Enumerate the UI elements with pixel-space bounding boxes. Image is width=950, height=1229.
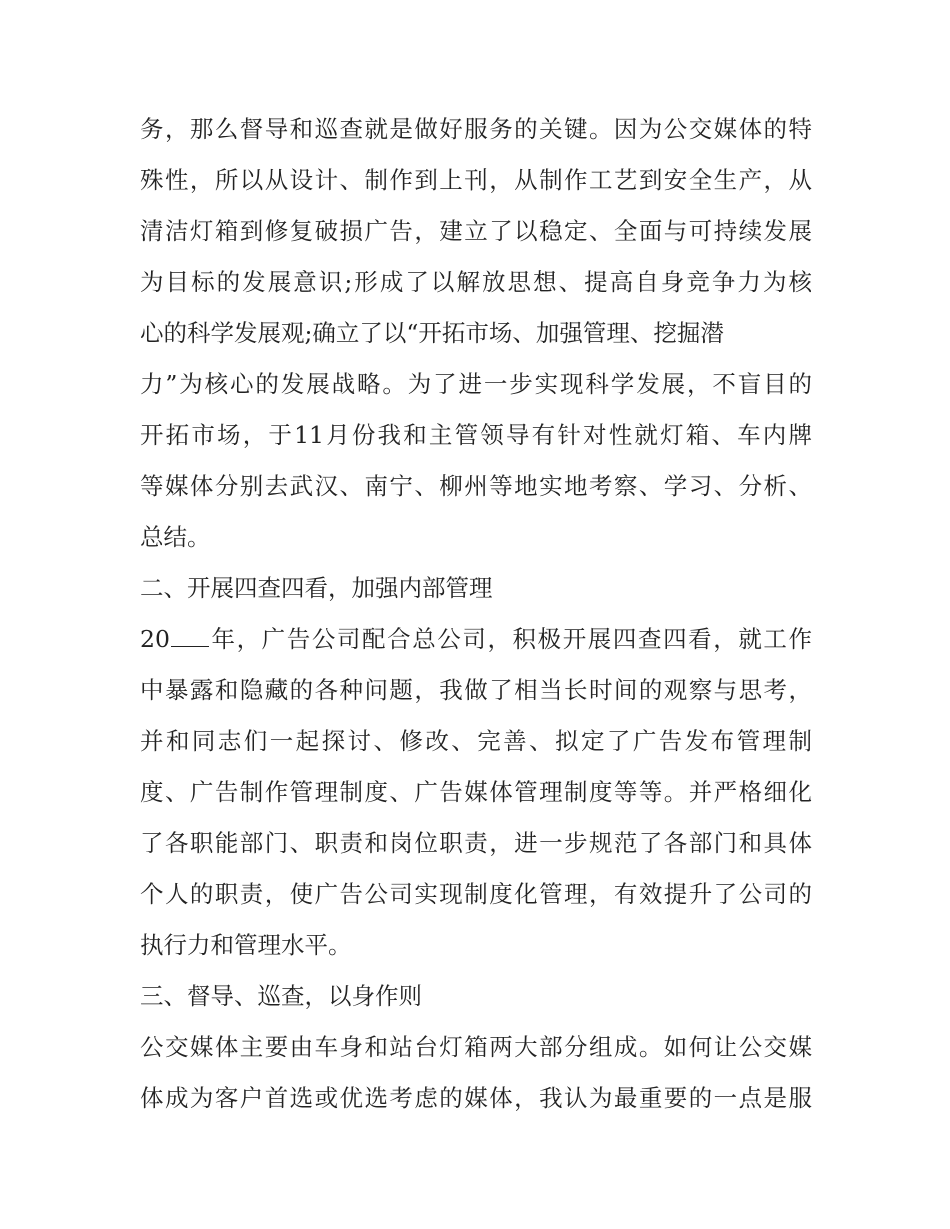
paragraph-line: 个人的职责，使广告公司实现制度化管理，有效提升了公司的: [140, 880, 812, 908]
paragraph-line: 公交媒体主要由车身和站台灯箱两大部分组成。如何让公交媒: [140, 1033, 812, 1061]
paragraph-line: 殊性，所以从设计、制作到上刊，从制作工艺到安全生产，从: [140, 166, 812, 194]
paragraph-line-with-blank: [140, 614, 812, 665]
paragraph-line: 了各职能部门、职责和岗位职责，进一步规范了各部门和具体: [140, 829, 812, 857]
line-rest: 年，广告公司配合总公司，积极开展四查四看，就工作: [209, 625, 812, 653]
paragraph-line: 等媒体分别去武汉、南宁、柳州等地实地考察、学习、分析、: [140, 472, 812, 500]
paragraph-line: 务，那么督导和巡查就是做好服务的关键。因为公交媒体的特: [140, 115, 812, 143]
paragraph-line: 开拓市场，于11月份我和主管领导有针对性就灯箱、车内牌: [140, 421, 812, 449]
document-body: [140, 104, 812, 1124]
paragraph-line: 中暴露和隐藏的各种问题，我做了相当长时间的观察与思考，: [140, 676, 812, 704]
paragraph-line: 执行力和管理水平。: [140, 931, 352, 959]
section-heading: 三、督导、巡查，以身作则: [140, 982, 422, 1010]
paragraph-line: 度、广告制作管理制度、广告媒体管理制度等等。并严格细化: [140, 778, 812, 806]
paragraph-line: 力”为核心的发展战略。为了进一步实现科学发展，不盲目的: [140, 370, 812, 398]
paragraph-line: 为目标的发展意识;形成了以解放思想、提高自身竞争力为核: [140, 268, 812, 296]
paragraph-line: 体成为客户首选或优选考虑的媒体，我认为最重要的一点是服: [140, 1084, 812, 1112]
section-heading: 二、开展四查四看，加强内部管理: [140, 574, 493, 602]
paragraph-line: 清洁灯箱到修复破损广告，建立了以稳定、全面与可持续发展: [140, 217, 812, 245]
paragraph-line: 总结。: [140, 523, 211, 551]
year-prefix: 20: [140, 625, 170, 653]
paragraph-line: 心的科学发展观;确立了以“开拓市场、加强管理、挖掘潜: [140, 319, 724, 347]
year-blank: [171, 626, 209, 647]
paragraph-line: 并和同志们一起探讨、修改、完善、拟定了广告发布管理制: [140, 727, 812, 755]
